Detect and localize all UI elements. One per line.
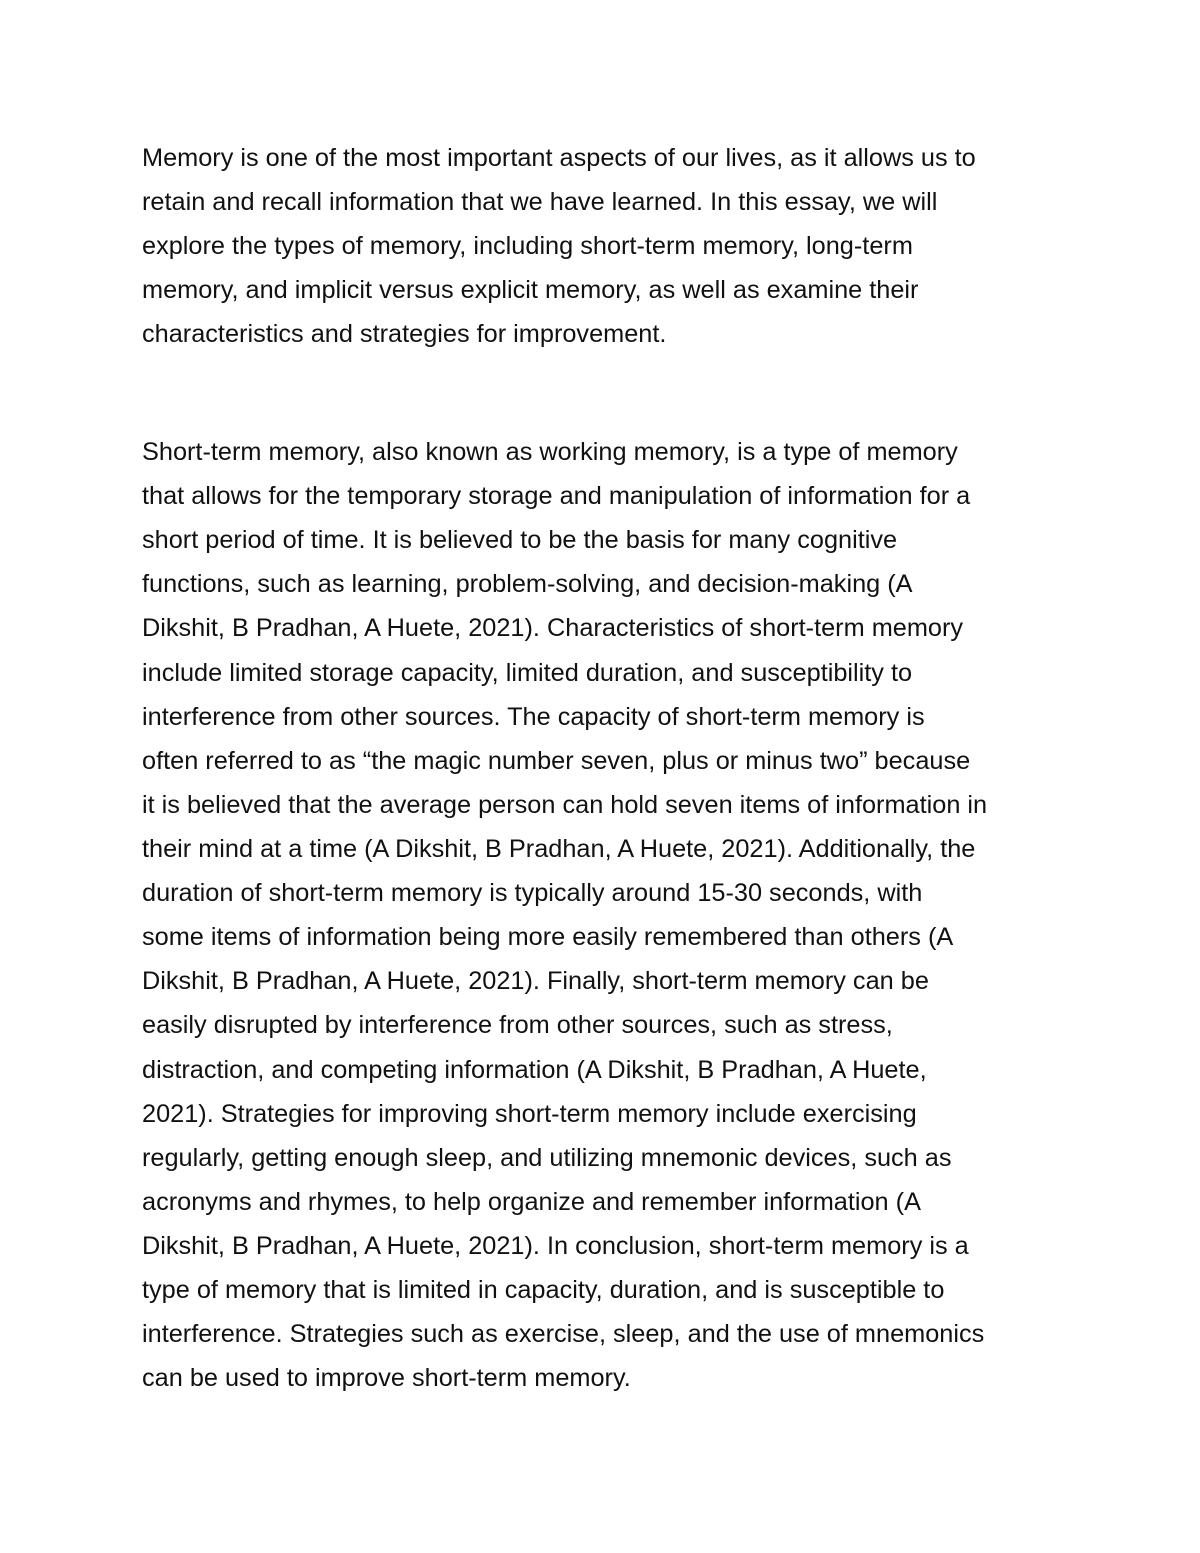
text-line: short period of time. It is believed to be the basis for many cognitive bbox=[142, 526, 898, 555]
text-line: Dikshit, B Pradhan, A Huete, 2021). Characteristics of short-term memory bbox=[142, 614, 964, 643]
text-line: functions, such as learning, problem-solving, and decision-making (A bbox=[142, 570, 913, 599]
text-line: distraction, and competing information (A Dikshit, B Pradhan, A Huete, bbox=[142, 1055, 927, 1084]
text-line: that allows for the temporary storage and manipulation of information for a bbox=[142, 482, 971, 511]
text-line: retain and recall information that we have learned. In this essay, we will bbox=[142, 188, 938, 217]
text-line: Dikshit, B Pradhan, A Huete, 2021). In conclusion, short-term memory is a bbox=[142, 1231, 969, 1260]
paragraph-short-term-memory bbox=[142, 430, 1082, 1400]
text-line: their mind at a time (A Dikshit, B Pradhan, A Huete, 2021). Additionally, the bbox=[142, 834, 976, 863]
text-line: characteristics and strategies for improvement. bbox=[142, 320, 667, 349]
text-line: include limited storage capacity, limited duration, and susceptibility to bbox=[142, 658, 913, 687]
text-line: can be used to improve short-term memory. bbox=[142, 1364, 631, 1393]
text-line: Memory is one of the most important aspects of our lives, as it allows us to bbox=[142, 144, 976, 172]
text-line: it is believed that the average person can hold seven items of information in bbox=[142, 790, 988, 819]
text-line: memory, and implicit versus explicit memory, as well as examine their bbox=[142, 276, 919, 305]
paragraph-introduction bbox=[142, 136, 1082, 357]
text-line: often referred to as “the magic number seven, plus or minus two” because bbox=[142, 746, 971, 775]
text-line: acronyms and rhymes, to help organize and remember information (A bbox=[142, 1187, 921, 1216]
text-line: interference from other sources. The capacity of short-term memory is bbox=[142, 702, 925, 731]
text-line: Short-term memory, also known as working memory, is a type of memory bbox=[142, 438, 958, 466]
text-line: explore the types of memory, including short-term memory, long-term bbox=[142, 232, 913, 261]
text-line: 2021). Strategies for improving short-term memory include exercising bbox=[142, 1099, 917, 1128]
text-line: interference. Strategies such as exercise, sleep, and the use of mnemonics bbox=[142, 1320, 985, 1349]
text-line: easily disrupted by interference from other sources, such as stress, bbox=[142, 1011, 893, 1040]
text-line: Dikshit, B Pradhan, A Huete, 2021). Finally, short-term memory can be bbox=[142, 967, 929, 996]
text-line: regularly, getting enough sleep, and utilizing mnemonic devices, such as bbox=[142, 1143, 952, 1172]
text-line: type of memory that is limited in capacity, duration, and is susceptible to bbox=[142, 1276, 945, 1305]
text-line: duration of short-term memory is typically around 15-30 seconds, with bbox=[142, 879, 923, 908]
text-line: some items of information being more easily remembered than others (A bbox=[142, 923, 954, 952]
